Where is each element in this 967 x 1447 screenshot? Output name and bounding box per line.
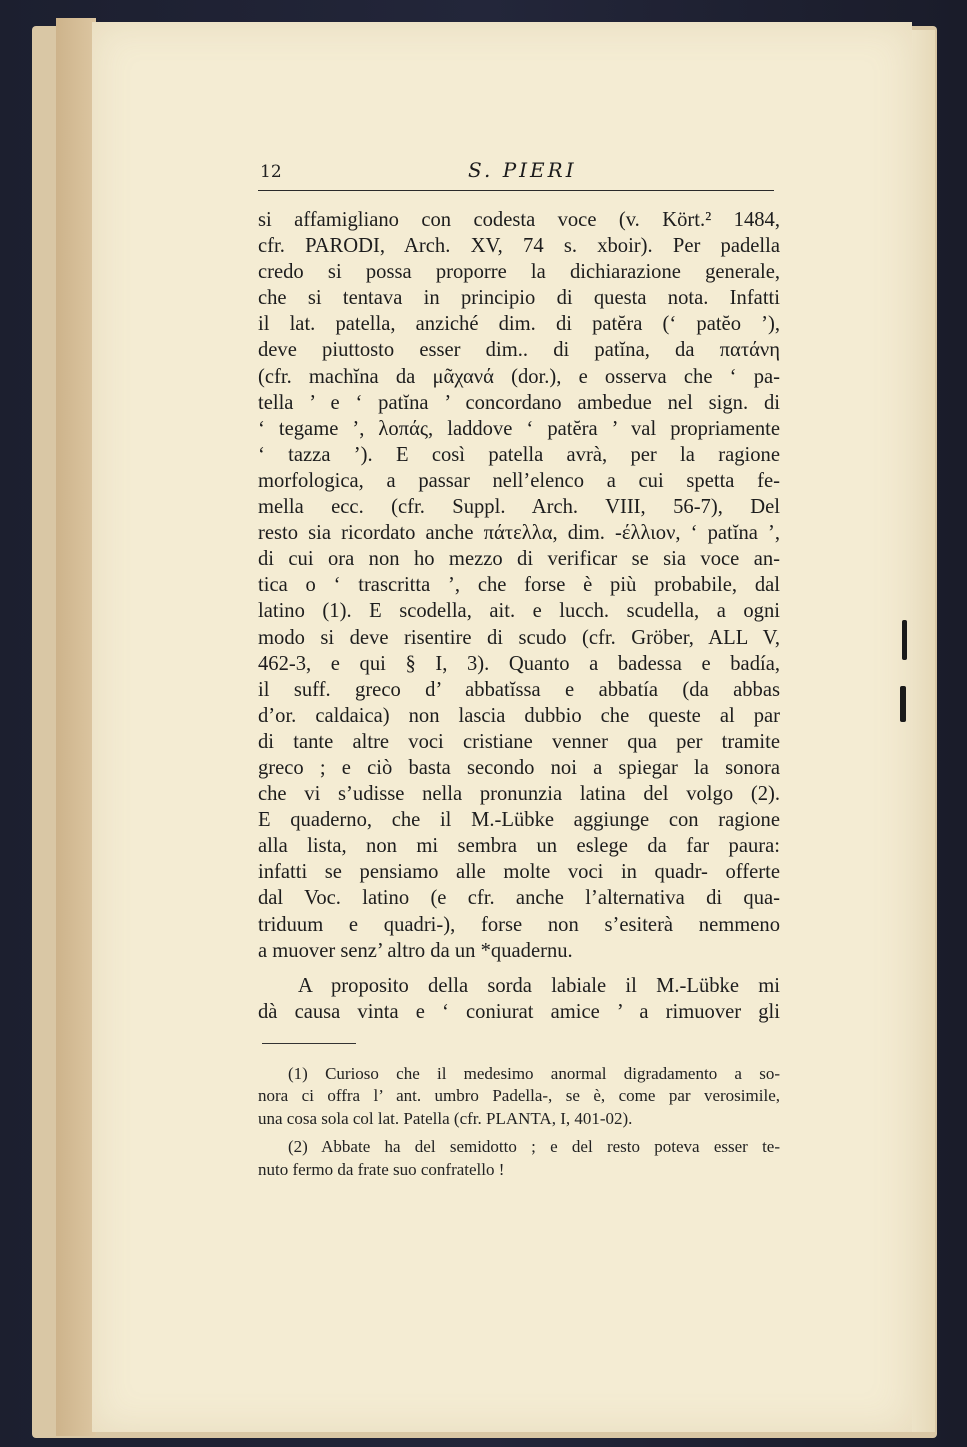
body-text [258, 207, 780, 1025]
text-line: morfologica, a passar nell’elenco a cui spetta fe- [258, 469, 780, 492]
footnote-rule [262, 1043, 356, 1044]
text-line: cfr. PARODI, Arch. XV, 74 s. xboir). Per padella [258, 235, 780, 258]
margin-mark-top [902, 620, 907, 660]
text-line: dal Voc. latino (e cfr. anche l’alternativa di qua- [258, 887, 780, 910]
footnote-line: nuto fermo da frate suo confratello ! [258, 1159, 505, 1179]
text-line: deve piuttosto esser dim.. di patĭna, da πατάνη [258, 339, 780, 362]
footnote-line: (1) Curioso che il medesimo anormal digradamento a so- [288, 1064, 780, 1083]
text-line: modo si deve risentire di scudo (cfr. Gröber, ALL V, [258, 626, 780, 649]
text-line: (cfr. machĭna da μᾶχανά (dor.), e osserva che ‘ pa- [258, 365, 780, 388]
text-line: si affamigliano con codesta voce (v. Kört.² 1484, [258, 209, 780, 231]
footnotes [258, 1063, 780, 1181]
margin-mark-bottom [900, 686, 906, 722]
text-line: dà causa vinta e ‘ coniurat amice ’ a rimuover gli [258, 1000, 780, 1023]
text-line: greco ; e ciò basta secondo noi a spiegar la sonora [258, 756, 780, 779]
text-line: mella ecc. (cfr. Suppl. Arch. VIII, 56-7), Del [258, 496, 780, 519]
running-title: S. PIERI [468, 158, 577, 182]
text-line: tica o ‘ trascritta ’, che forse è più probabile, dal [258, 574, 780, 597]
text-line: di tante altre voci cristiane venner qua per tramite [258, 730, 780, 753]
text-line: il suff. greco d’ abbatĭssa e abbatía (da abbas [258, 678, 780, 701]
text-line: latino (1). E scodella, ait. e lucch. scudella, a ogni [258, 600, 780, 623]
header-rule [258, 190, 774, 191]
footnote-line: una cosa sola col lat. Patella (cfr. PLANTA, I, 401-02). [258, 1108, 633, 1128]
text-line: A proposito della sorda labiale il M.-Lübke mi [298, 974, 780, 997]
text-line: il lat. patella, anziché dim. di patĕra (‘ patĕo ’), [258, 313, 780, 336]
text-line: resto sia ricordato anche πάτελλα, dim. -έλλιον, ‘ patĭna ’, [258, 522, 780, 545]
text-line: alla lista, non mi sembra un eslege da far paura: [258, 835, 780, 858]
text-line: di cui ora non ho mezzo di verificar se sia voce an- [258, 548, 780, 571]
footnote-line: (2) Abbate ha del semidotto ; e del resto poteva esser te- [288, 1137, 780, 1157]
text-line: tella ’ e ‘ patĭna ’ concordano ambedue nel sign. di [258, 391, 780, 414]
text-line: E quaderno, che il M.-Lübke aggiunge con ragione [258, 809, 780, 832]
footnote-line: nora ci offra l’ ant. umbro Padella-, se è, come par verosimile, [258, 1086, 780, 1106]
text-line: d’or. caldaica) non lascia dubbio che queste al par [258, 704, 780, 727]
text-line: triduum e quadri-), forse non s’esiterà nemmeno [258, 913, 780, 936]
text-line: infatti se pensiamo alle molte voci in quadr- offerte [258, 861, 780, 884]
text-line: credo si possa proporre la dichiarazione generale, [258, 261, 780, 284]
text-line: ‘ tazza ’). E così patella avrà, per la ragione [258, 443, 780, 466]
text-line: a muover senz’ altro da un *quadernu. [258, 939, 573, 962]
text-line: che si tentava in principio di questa nota. Infatti [258, 287, 780, 310]
left-page-edge [56, 18, 96, 1436]
text-line: che vi s’udisse nella pronunzia latina del volgo (2). [258, 783, 780, 806]
text-line: ‘ tegame ’, λοπάς, laddove ‘ patĕra ’ val propriamente [258, 417, 780, 440]
text-line: 462-3, e qui § I, 3). Quanto a badessa e badía, [258, 652, 780, 675]
page-number: 12 [260, 162, 282, 182]
page-header [258, 158, 774, 188]
